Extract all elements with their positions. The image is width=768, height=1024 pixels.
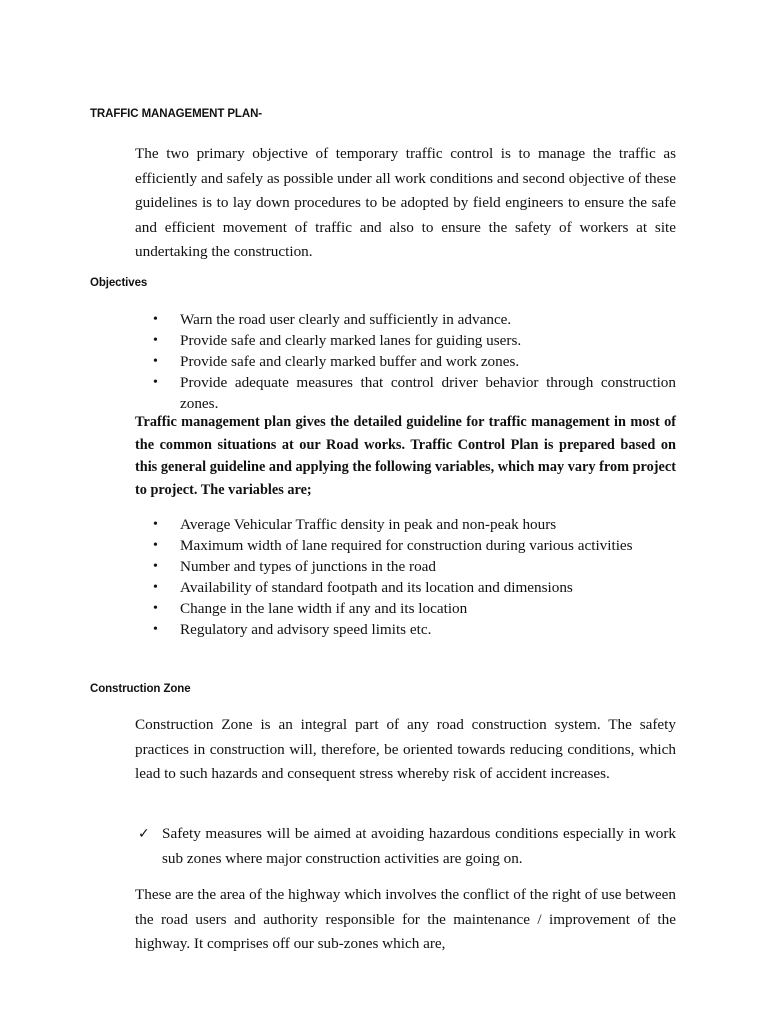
closing-paragraph: These are the area of the highway which involves the conflict of the right of use between the road users and authority responsible for the maintenance / improvement of the highway. It comprises off our sub-zones which are, xyxy=(135,886,676,952)
list-item: • Maximum width of lane required for construction during various activities xyxy=(153,537,633,554)
document-title: TRAFFIC MANAGEMENT PLAN- xyxy=(90,108,262,120)
list-item: • Regulatory and advisory speed limits etc. xyxy=(153,621,432,638)
bullet-icon: • xyxy=(153,601,158,616)
checkmark-icon: ✓ xyxy=(138,826,150,842)
intro-paragraph: The two primary objective of temporary traffic control is to manage the traffic as efficiently and safely as possible under all work conditions and second objective of these guidelines is to lay down procedures to be adopted by field engineers to ensure the safe and efficient movement of traffic and also to ensure the safety of workers at site undertaking the construction. xyxy=(135,145,676,260)
plan-paragraph: Traffic management plan gives the detailed guideline for traffic management in most of the common situations at our Road works. Traffic Control Plan is prepared based on this general guideline and applying the following variables, which may vary from project to project. The variables are; xyxy=(135,414,676,498)
objectives-list xyxy=(135,309,676,414)
construction-zone-heading: Construction Zone xyxy=(90,683,191,695)
bullet-icon: • xyxy=(153,354,158,369)
bullet-icon: • xyxy=(153,622,158,637)
list-item: • Provide safe and clearly marked lanes for guiding users. xyxy=(153,332,522,349)
bullet-icon: • xyxy=(153,375,158,390)
list-item: • Availability of standard footpath and its location and dimensions xyxy=(153,579,573,596)
list-item: • Number and types of junctions in the road xyxy=(153,558,437,575)
list-item: • Change in the lane width if any and its location xyxy=(153,600,468,617)
list-item: • Provide adequate measures that control driver behavior through construction zones. xyxy=(153,374,676,412)
safety-check-item: ✓ Safety measures will be aimed at avoiding hazardous conditions especially in work sub zones where major construction activities are going on. xyxy=(135,822,676,871)
list-item: • Provide safe and clearly marked buffer and work zones. xyxy=(153,353,520,370)
list-item: • Average Vehicular Traffic density in peak and non-peak hours xyxy=(153,516,557,533)
bullet-icon: • xyxy=(153,538,158,553)
bullet-icon: • xyxy=(153,580,158,595)
variables-list xyxy=(135,514,676,640)
objectives-heading: Objectives xyxy=(90,277,148,289)
bullet-icon: • xyxy=(153,517,158,532)
construction-zone-paragraph: Construction Zone is an integral part of any road construction system. The safety practices in construction will, therefore, be oriented towards reducing conditions, which lead to such hazards and consequent stress whereby risk of accident increases. xyxy=(135,716,676,782)
bullet-icon: • xyxy=(153,333,158,348)
bullet-icon: • xyxy=(153,312,158,327)
bullet-icon: • xyxy=(153,559,158,574)
list-item: • Warn the road user clearly and sufficiently in advance. xyxy=(153,311,512,328)
